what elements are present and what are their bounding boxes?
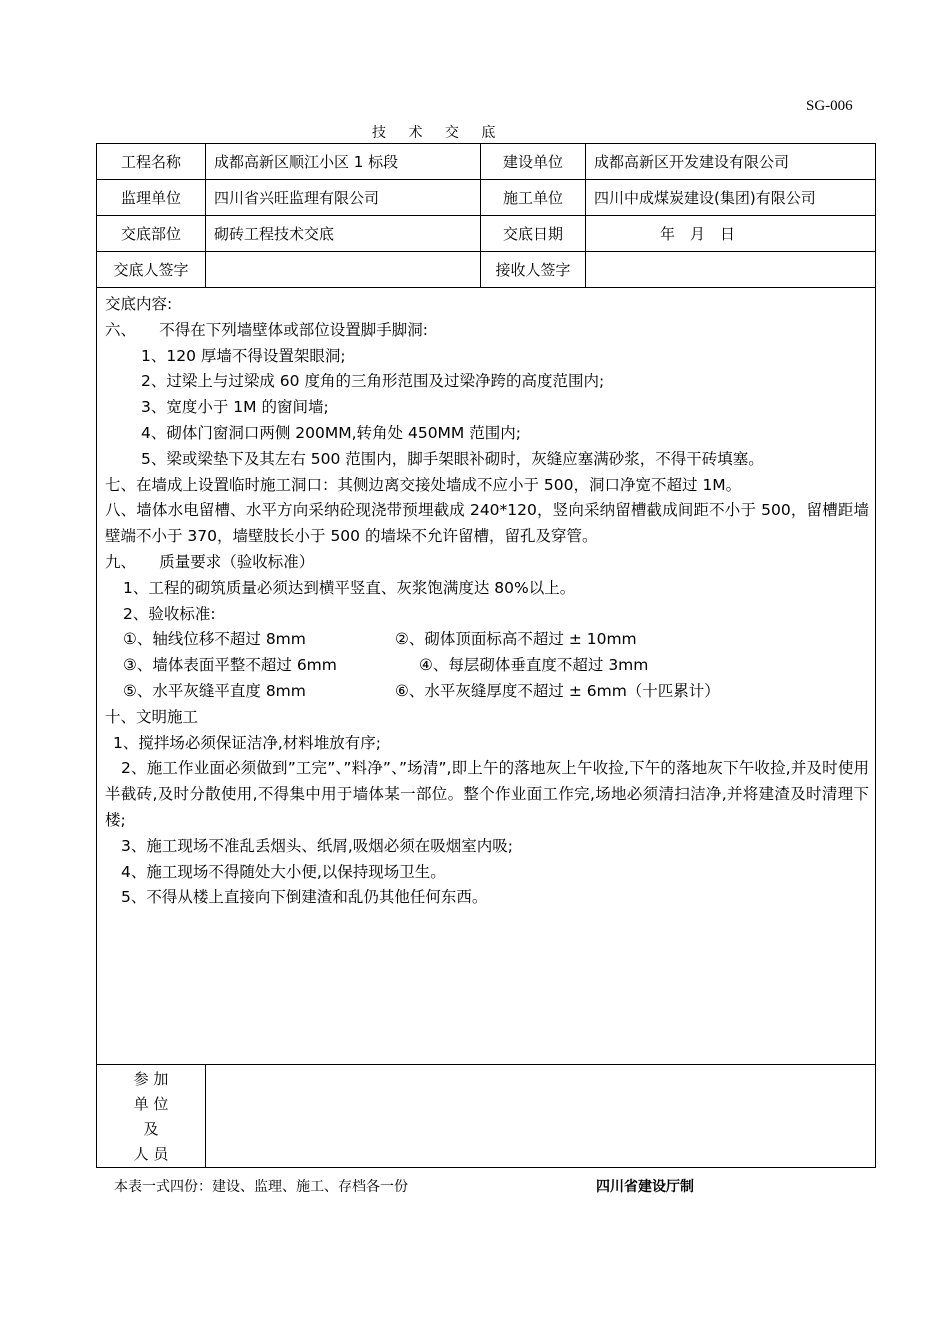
row-part	[97, 216, 876, 252]
participants-label	[97, 1065, 206, 1168]
date-value: 年 月 日	[586, 216, 876, 252]
row-participants	[97, 1065, 876, 1168]
content-line: 5、梁或梁垫下及其左右 500 范围内，脚手架眼补砌时，灰缝应塞满砂浆，不得干砖填塞。	[141, 449, 764, 468]
owner-label: 建设单位	[481, 144, 586, 180]
row-signatures	[97, 252, 876, 288]
part-value: 砌砖工程技术交底	[206, 216, 481, 252]
content-line: 2、过梁上与过梁成 60 度角的三角形范围及过梁净跨的高度范围内;	[141, 372, 605, 391]
copies-note: 本表一式四份：建设、监理、施工、存档各一份	[114, 1179, 408, 1195]
part-label: 交底部位	[97, 216, 206, 252]
document-title: 技 术 交 底	[372, 125, 505, 141]
participants-field[interactable]	[206, 1065, 876, 1168]
row-content	[97, 288, 876, 1065]
supervisor-value: 四川省兴旺监理有限公司	[206, 180, 481, 216]
content-line: 4、施工现场不得随处大小便,以保持现场卫生。	[121, 862, 446, 881]
content-line: 2、施工作业面必须做到”工完”、”料净”、”场清”,即上午的落地灰上午收捡,下午的落地灰下午收捡,并及时使用半截砖,及时分散使用,不得集中用于墙体某一部位。整个作业面工作完,场地必须清扫洁净,并将建渣及时清理下楼;	[105, 759, 869, 829]
content-line: 九、 质量要求（验收标准）	[105, 552, 315, 571]
acceptance-item: ⑥、水平灰缝厚度不超过 ± 6mm（十匹累计）	[395, 681, 720, 700]
content-cell	[97, 288, 876, 1065]
content-line: 2、验收标准:	[123, 604, 216, 623]
content-line: 八、墙体水电留槽、水平方向采纳砼现浇带预埋截成 240*120，竖向采纳留槽截成间距不小于 500，留槽距墙壁端不小于 370，墙壁肢长小于 500 的墙垛不允许留槽，留孔及穿管。	[105, 501, 869, 546]
acceptance-row	[105, 679, 869, 705]
briefing-table	[96, 143, 876, 1168]
supervisor-label: 监理单位	[97, 180, 206, 216]
content-heading: 交底内容:	[105, 295, 173, 313]
acceptance-item: ①、轴线位移不超过 8mm	[123, 630, 306, 649]
row-supervisor	[97, 180, 876, 216]
acceptance-item: ④、每层砌体垂直度不超过 3mm	[419, 656, 649, 675]
content-line: 1、搅拌场必须保证洁净,材料堆放有序;	[113, 733, 382, 752]
acceptance-row	[105, 653, 869, 679]
content-line: 1、工程的砌筑质量必须达到横平竖直、灰浆饱满度达 80%以上。	[123, 578, 576, 597]
giver-signature-field[interactable]	[206, 252, 481, 288]
contractor-label: 施工单位	[481, 180, 586, 216]
content-line: 3、宽度小于 1M 的窗间墙;	[141, 398, 329, 417]
owner-value: 成都高新区开发建设有限公司	[586, 144, 876, 180]
content-line: 1、120 厚墙不得设置架眼洞;	[141, 346, 346, 365]
issuer-note: 四川省建设厅制	[596, 1179, 694, 1195]
participants-label-line: 参 加	[133, 1070, 169, 1088]
receiver-signature-label: 接收人签字	[481, 252, 586, 288]
content-line: 5、不得从楼上直接向下倒建渣和乱仍其他任何东西。	[121, 888, 488, 907]
content-line: 七、在墙成上设置临时施工洞口：其侧边离交接处墙成不应小于 500，洞口净宽不超过 1M。	[105, 475, 742, 494]
acceptance-item: ②、砌体顶面标高不超过 ± 10mm	[395, 630, 637, 649]
participants-label-line: 及	[143, 1120, 159, 1138]
project-name-value: 成都高新区顺江小区 1 标段	[206, 144, 481, 180]
content-line: 六、 不得在下列墙壁体或部位设置脚手脚洞:	[105, 320, 428, 339]
contractor-value: 四川中成煤炭建设(集团)有限公司	[586, 180, 876, 216]
document-code: SG-006	[806, 98, 853, 114]
acceptance-item: ⑤、水平灰缝平直度 8mm	[123, 681, 306, 700]
participants-label-line: 单 位	[133, 1095, 169, 1113]
giver-signature-label: 交底人签字	[97, 252, 206, 288]
acceptance-row	[105, 627, 869, 653]
participants-label-line: 人 员	[133, 1145, 169, 1163]
acceptance-item: ③、墙体表面平整不超过 6mm	[123, 656, 337, 675]
project-name-label: 工程名称	[97, 144, 206, 180]
content-line: 十、文明施工	[105, 707, 199, 726]
row-project	[97, 144, 876, 180]
receiver-signature-field[interactable]	[586, 252, 876, 288]
content-line: 4、砌体门窗洞口两侧 200MM,转角处 450MM 范围内;	[141, 423, 521, 442]
date-label: 交底日期	[481, 216, 586, 252]
content-line: 3、施工现场不准乱丢烟头、纸屑,吸烟必须在吸烟室内吸;	[121, 836, 514, 855]
